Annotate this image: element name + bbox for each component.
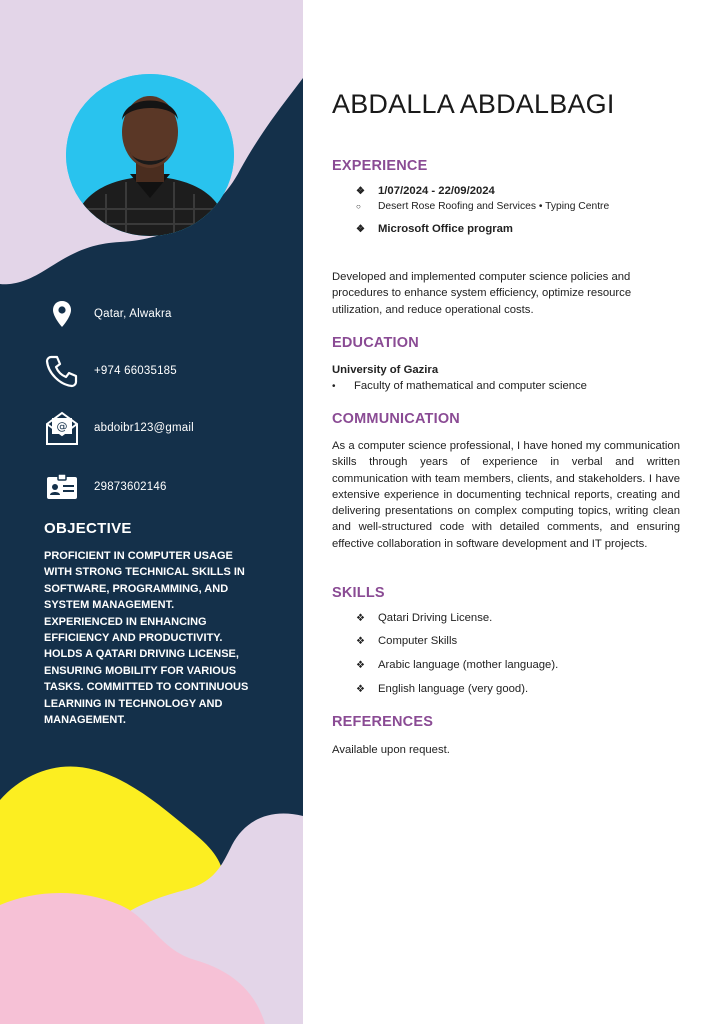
experience-date-item bbox=[356, 185, 495, 197]
circle-bullet-icon: ○ bbox=[356, 202, 361, 211]
contact-location bbox=[44, 296, 294, 332]
contact-phone bbox=[44, 353, 294, 389]
contact-email bbox=[44, 410, 294, 446]
diamond-bullet-icon: ❖ bbox=[356, 612, 365, 624]
education-faculty: Faculty of mathematical and computer science bbox=[354, 380, 587, 392]
communication-heading: COMMUNICATION bbox=[332, 411, 460, 427]
profile-photo bbox=[66, 74, 234, 236]
skill-text: Computer Skills bbox=[378, 635, 458, 647]
skill-item bbox=[356, 612, 492, 624]
skill-item bbox=[356, 683, 528, 695]
experience-heading: EXPERIENCE bbox=[332, 158, 428, 174]
sidebar bbox=[0, 0, 303, 1024]
experience-description: Developed and implemented computer science policies and procedures to enhance system efficiency, optimize resource utilization, and reduce operational costs. bbox=[332, 271, 632, 316]
svg-text:@: @ bbox=[56, 420, 68, 433]
experience-program: Microsoft Office program bbox=[378, 223, 513, 235]
skills-heading: SKILLS bbox=[332, 585, 385, 601]
skill-item bbox=[356, 635, 457, 647]
university-name: University of Gazira bbox=[332, 364, 439, 376]
diamond-bullet-icon: ❖ bbox=[356, 635, 365, 647]
communication-text: As a computer science professional, I have honed my communication skills through years of experience in verbal and written communication with team members, clients, and stakeholders. I have extensive experience in documenting technical reports, creating and delivering presentations on complex computing topics, writing clean and well-structured code with detailed comments, and ensuring effective collaboration in software development and IT projects. bbox=[332, 440, 680, 550]
skill-text: Arabic language (mother language). bbox=[378, 659, 559, 671]
diamond-bullet-icon: ❖ bbox=[356, 223, 365, 235]
education-heading: EDUCATION bbox=[332, 335, 419, 351]
contact-id bbox=[44, 469, 294, 505]
id-text: 29873602146 bbox=[94, 481, 167, 493]
person-portrait-icon bbox=[66, 74, 234, 236]
location-text: Qatar, Alwakra bbox=[94, 308, 172, 320]
references-text: Available upon request. bbox=[332, 744, 450, 756]
candidate-name: ABDALLA ABDALBAGI bbox=[332, 89, 615, 119]
diamond-bullet-icon: ❖ bbox=[356, 185, 365, 197]
experience-program-item bbox=[356, 223, 513, 235]
id-card-icon bbox=[44, 469, 80, 505]
references-heading: REFERENCES bbox=[332, 714, 434, 730]
email-icon bbox=[44, 410, 80, 446]
education-faculty-item bbox=[332, 380, 587, 392]
experience-date: 1/07/2024 - 22/09/2024 bbox=[378, 185, 495, 197]
diamond-bullet-icon: ❖ bbox=[356, 683, 365, 695]
email-text: abdoibr123@gmail bbox=[94, 422, 194, 434]
objective-text: PROFICIENT IN COMPUTER USAGE WITH STRONG TECHNICAL SKILLS IN SOFTWARE, PROGRAMMING, AND SYSTEM MANAGEMENT. EXPERIENCED IN ENHANCING EFFICIENCY AND PRODUCTIVITY. HOLDS A QATARI DRIVING LICENSE, ENSURING MOBILITY FOR VARIOUS TASKS. COMMITTED TO CONTINUOUS LEARNING IN TECHNOLOGY AND MANAGEMENT. bbox=[44, 550, 249, 727]
diamond-bullet-icon: ❖ bbox=[356, 659, 365, 671]
location-pin-icon bbox=[44, 296, 80, 332]
dot-bullet-icon: • bbox=[332, 380, 336, 392]
experience-company-item bbox=[356, 201, 609, 212]
skill-item bbox=[356, 659, 558, 671]
experience-company: Desert Rose Roofing and Services • Typing Centre bbox=[378, 201, 610, 212]
phone-text: +974 66035185 bbox=[94, 365, 177, 377]
objective-heading: OBJECTIVE bbox=[44, 520, 132, 537]
skill-text: Qatari Driving License. bbox=[378, 612, 493, 624]
phone-icon bbox=[44, 353, 80, 389]
skill-text: English language (very good). bbox=[378, 683, 529, 695]
